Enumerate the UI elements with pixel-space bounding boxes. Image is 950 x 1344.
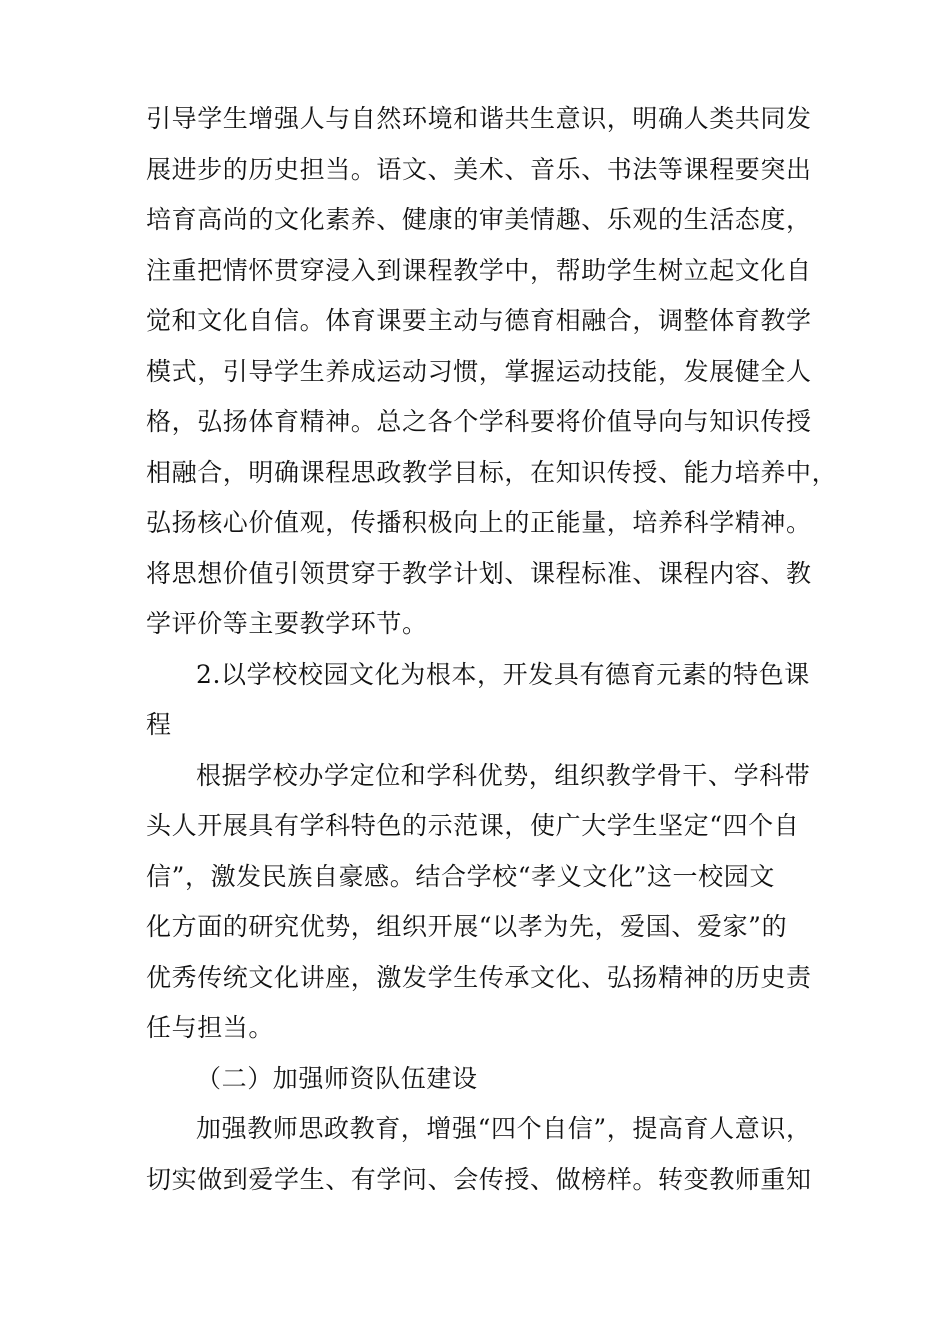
text-line: 学评价等主要教学环节。 (146, 609, 428, 638)
section-heading-line: 2.以学校校园文化为根本，开发具有德育元素的特色课 (196, 659, 810, 689)
text-line: 引导学生增强人与自然环境和谐共生意识，明确人类共同发 (146, 104, 812, 133)
text-line: 格，弘扬体育精神。总之各个学科要将价值导向与知识传授 (146, 407, 812, 436)
text-line: 优秀传统文化讲座，激发学生传承文化、弘扬精神的历史责 (146, 962, 812, 992)
text-line: 将思想价值引领贯穿于教学计划、课程标准、课程内容、教 (146, 558, 812, 588)
text-line: 头人开展具有学科特色的示范课，使广大学生坚定“四个自 (146, 811, 800, 840)
text-line: 化方面的研究优势，组织开展“以孝为先，爱国、爱家”的 (146, 912, 788, 941)
text-line: 切实做到爱学生、有学问、会传授、做榜样。转变教师重知 (146, 1164, 812, 1194)
text-line: 相融合，明确课程思政教学目标，在知识传授、能力培养中， (146, 457, 838, 487)
document-page (146, 94, 838, 1205)
text-line: 注重把情怀贯穿浸入到课程教学中，帮助学生树立起文化自 (146, 255, 812, 285)
text-line: 弘扬核心价值观，传播积极向上的正能量，培养科学精神。 (146, 508, 812, 537)
section-heading: （二）加强师资队伍建设 (196, 1063, 478, 1093)
text-line: 培育高尚的文化素养、健康的审美情趣、乐观的生活态度， (146, 205, 812, 234)
section-heading-line: 程 (146, 710, 172, 739)
text-line: 根据学校办学定位和学科优势，组织教学骨干、学科带 (196, 760, 811, 790)
text-line: 信”，激发民族自豪感。结合学校“孝义文化”这一校园文 (146, 861, 775, 891)
text-line: 模式，引导学生养成运动习惯，掌握运动技能，发展健全人 (146, 356, 812, 386)
text-line: 展进步的历史担当。语文、美术、音乐、书法等课程要突出 (146, 154, 812, 184)
text-line: 任与担当。 (146, 1013, 275, 1042)
text-line: 觉和文化自信。体育课要主动与德育相融合，调整体育教学 (146, 306, 812, 335)
text-line: 加强教师思政教育，增强“四个自信”，提高育人意识， (196, 1114, 812, 1143)
